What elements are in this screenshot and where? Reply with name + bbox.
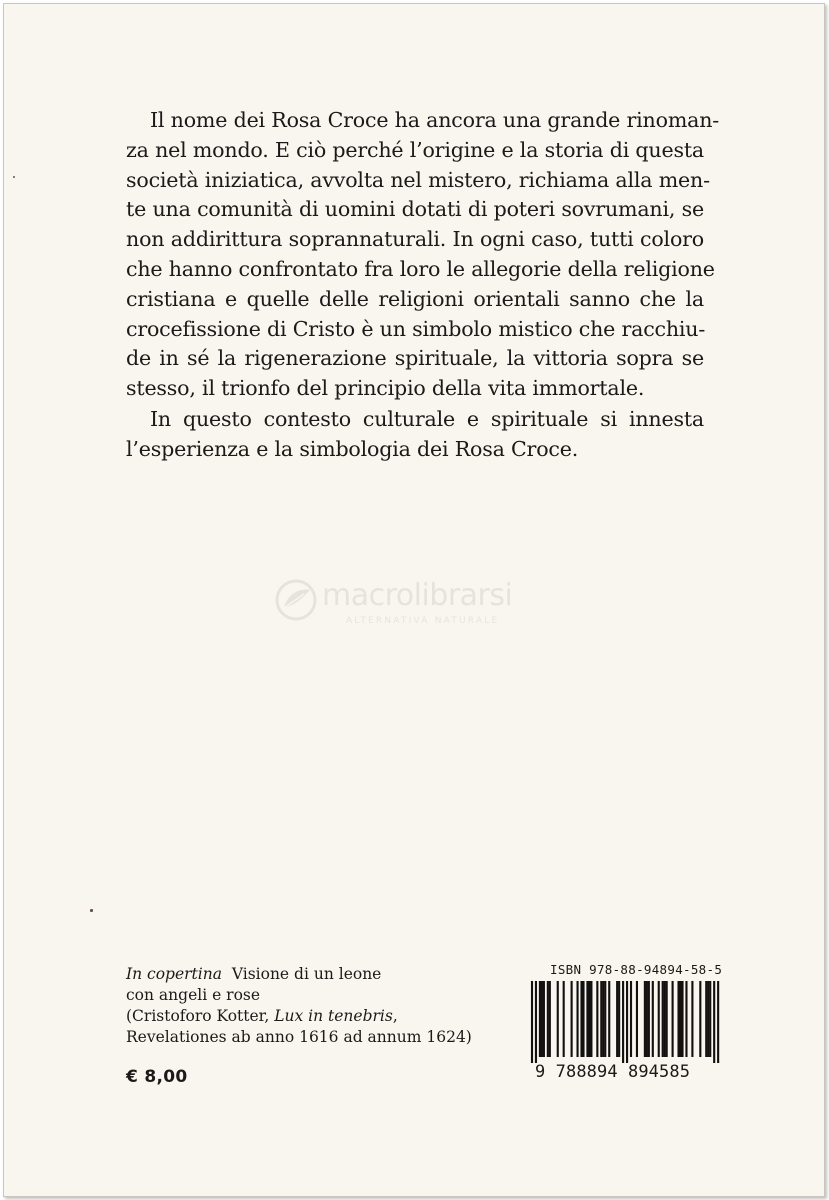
barcode-bar xyxy=(563,981,565,1057)
credit-title-1: Visione di un leone xyxy=(231,965,382,983)
barcode-bar xyxy=(636,981,638,1057)
barcode-bar xyxy=(608,981,610,1057)
credit-line-3 xyxy=(126,1006,472,1027)
barcode-bar xyxy=(630,981,632,1057)
blurb-line: non addirittura soprannaturali. In ogni caso, tutti coloro xyxy=(126,227,704,252)
blurb-text xyxy=(126,106,720,465)
barcode-bar xyxy=(571,981,573,1057)
barcode-bar xyxy=(664,981,666,1057)
blurb-line: Il nome dei Rosa Croce ha ancora una grande rinoman- xyxy=(150,108,720,132)
barcode-bars xyxy=(525,981,725,1063)
barcode-bar xyxy=(705,981,707,1057)
barcode-bar xyxy=(535,981,537,1063)
price-label: € 8,00 xyxy=(126,1067,188,1087)
isbn-text: ISBN 978-88-94894-58-5 xyxy=(550,962,723,977)
blurb-line: l’esperienza e la simbologia dei Rosa Croce. xyxy=(126,436,579,461)
barcode-bar xyxy=(596,981,598,1057)
blurb-paragraph-2 xyxy=(126,405,704,465)
cover-credit xyxy=(126,964,472,1048)
barcode-bar xyxy=(681,981,683,1057)
macrolibrarsi-watermark xyxy=(272,576,572,636)
barcode-bar xyxy=(666,981,668,1057)
barcode-bar xyxy=(699,981,701,1057)
book-back-cover xyxy=(3,3,825,1197)
barcode-bar xyxy=(652,981,654,1057)
barcode-bar xyxy=(679,981,681,1057)
leaf-logo-icon xyxy=(274,578,318,622)
blurb-line: cristiana e quelle delle religioni orientali sanno che la xyxy=(126,286,704,311)
credit-label: In copertina xyxy=(126,965,222,983)
barcode-bar xyxy=(541,981,543,1057)
barcode-digits: 9 788894 894585 xyxy=(535,1062,691,1082)
barcode-bar xyxy=(580,981,582,1057)
credit-work-title: Lux in tenebris xyxy=(274,1007,393,1025)
barcode-bar xyxy=(672,981,674,1057)
barcode-bar xyxy=(543,981,545,1057)
credit-line-1 xyxy=(126,964,472,985)
blurb-line: stesso, il trionfo del principio della vita immortale. xyxy=(126,376,645,401)
blurb-line: te una comunità di uomini dotati di poteri sovrumani, se xyxy=(126,197,704,222)
barcode-bar xyxy=(539,981,541,1057)
barcode-bar xyxy=(709,981,711,1057)
credit-line-4: Revelationes ab anno 1616 ad annum 1624) xyxy=(126,1028,472,1046)
blurb-line: crocefissione di Cristo è un simbolo mistico che racchiu- xyxy=(126,316,706,341)
barcode-bar xyxy=(658,981,660,1057)
barcode-bar xyxy=(604,981,606,1057)
barcode-bar xyxy=(707,981,709,1057)
barcode-bar xyxy=(626,981,628,1063)
blurb-line: che hanno confrontato fra loro le allegorie della religione xyxy=(126,256,715,281)
barcode-bar xyxy=(590,981,592,1057)
watermark-tagline: ALTERNATIVA NATURALE xyxy=(346,616,500,626)
barcode-bar xyxy=(677,981,679,1057)
barcode-bar xyxy=(646,981,648,1057)
barcode-bar xyxy=(644,981,646,1057)
barcode-bar xyxy=(602,981,604,1057)
watermark-name: macrolibrarsi xyxy=(322,578,513,613)
barcode-bar xyxy=(547,981,549,1057)
barcode-bar xyxy=(576,981,578,1057)
barcode-bar xyxy=(662,981,664,1057)
print-speck xyxy=(90,909,93,912)
barcode-bar xyxy=(648,981,650,1057)
barcode-bar xyxy=(717,981,719,1063)
credit-author: (Cristoforo Kotter, xyxy=(126,1007,275,1025)
blurb-line: de in sé la rigenerazione spirituale, la vittoria sopra se xyxy=(126,346,704,371)
blurb-line: società iniziatica, avvolta nel mistero, richiama alla men- xyxy=(126,167,710,192)
barcode-bar xyxy=(713,981,715,1063)
barcode-bar xyxy=(685,981,687,1057)
barcode-bar xyxy=(531,981,533,1063)
barcode-bar xyxy=(622,981,624,1063)
barcode-bar xyxy=(616,981,618,1057)
barcode-bar xyxy=(600,981,602,1057)
barcode-bar xyxy=(586,981,588,1057)
barcode-bar xyxy=(618,981,620,1057)
barcode-bar xyxy=(691,981,693,1057)
barcode-bar xyxy=(549,981,551,1057)
credit-line-2: con angeli e rose xyxy=(126,986,261,1004)
barcode-bar xyxy=(582,981,584,1057)
print-speck xyxy=(13,176,15,178)
barcode-bar xyxy=(588,981,590,1057)
credit-comma: , xyxy=(392,1007,398,1025)
blurb-paragraph-1 xyxy=(126,106,720,404)
blurb-line: za nel mondo. E ciò perché l’origine e la storia di questa xyxy=(126,137,704,162)
blurb-line: In questo contesto culturale e spirituale si innesta xyxy=(150,406,704,431)
barcode-bar xyxy=(557,981,559,1057)
isbn-barcode xyxy=(525,962,725,1082)
